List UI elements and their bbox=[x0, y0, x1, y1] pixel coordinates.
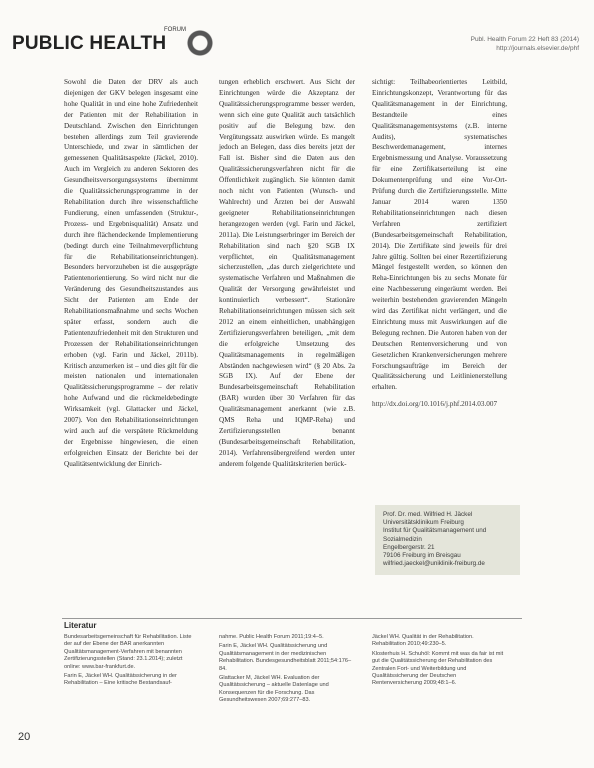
text-column-3 bbox=[372, 77, 507, 410]
literature-heading: Literatur bbox=[64, 621, 97, 630]
contact-department-2: Sozialmedizin bbox=[383, 535, 422, 543]
journal-logo bbox=[12, 27, 186, 55]
reference-item: Glattacker M, Jäckel WH. Evaluation der Qualitätssicherung – aktuelle Datenlage und Konsequenzen für die Forschung. Das Gesundheitswesen 2007;69:277–83. bbox=[219, 675, 329, 704]
references-column-2 bbox=[219, 634, 355, 707]
column-2-text: tungen erheblich erschwert. Aus Sicht der Einrichtungen würde die Akzeptanz der Qualitätssicherungsprogramme besser werden, wenn sich eine gute Qualität auch tatsächlich positiv auf die Belegung bzw. den Vergütungssatz auswirken würde. Es mangelt jedoch an Belegen, dass dies bereits jetzt der Fall ist. Bisher sind die Daten aus den Qualitätssicherungsverfahren nicht für die Öffentlichkeit zugänglich. Sie könnten damit noch nicht von Patienten (Wunsch- und Wahlrecht) und Ärzten bei der Auswahl geeigneter Rehabilitationseinrichtungen herangezogen werden (vgl. Farin und Jäckel, 2011a). Die Leistungserbringer im Bereich der Rehabilitation sind nach §20 SGB IX verpflichtet, ein Qualitätsmanagement sicherzustellen, „das durch zielgerichtete und systematische Verfahren und Maßnahmen die Qualität der Versorgung gewährleistet und kontinuierlich verbessert“. Stationäre Rehabilitationseinrichtungen müssen sich seit 2012 an einem einheitlichen, unabhängigen Zertifizierungsverfahren beteiligen, „mit dem die erfolgreiche Umsetzung des Qualitätsmanagements in regelmäßigen Abständen nachgewiesen wird“ (§ 20 Abs. 2a SGB IX). Auf der Ebene der Bundesarbeitsgemeinschaft Rehabilitation (BAR) wurden über 30 Verfahren für das Qualitätsmanagement anerkannt (wie z.B. QMS Reha und IQMP-Reha) und Zertifizierungsstellen benannt (Bundesarbeitsgemeinschaft Rehabilitation, 2014). Verfahrensübergreifend werden unter anderem folgende Qualitätskriterien berück- bbox=[219, 78, 355, 468]
doi-link[interactable]: http://dx.doi.org/10.1016/j.phf.2014.03.007 bbox=[372, 400, 498, 409]
reference-item: nahme. Public Health Forum 2011;19:4–5. bbox=[219, 634, 324, 640]
literature-divider bbox=[62, 618, 522, 619]
author-contact-box bbox=[375, 505, 520, 575]
reference-item: Jäckel WH. Qualität in der Rehabilitation. Rehabilitation 2010;49:230–5. bbox=[372, 634, 474, 648]
references-column-1 bbox=[64, 634, 198, 690]
contact-email[interactable]: wilfried.jaeckel@uniklinik-freiburg.de bbox=[383, 560, 485, 568]
journal-url[interactable]: http://journals.elsevier.de/phf bbox=[496, 45, 579, 52]
contact-street: Engelbergerstr. 21 bbox=[383, 543, 435, 551]
reference-item: Bundesarbeitsgemeinschaft für Rehabilitation. Liste der auf der Ebene der BAR anerkannten Qualitätsmanagement-Verfahren mit benannten Zertifizierungsstellen (Stand: 23.1.2014); zuletzt online: www.bar-frankfurt.de. bbox=[64, 634, 192, 670]
page-number: 20 bbox=[18, 731, 31, 743]
contact-department: Institut für Qualitätsmanagement und bbox=[383, 527, 487, 535]
contact-name: Prof. Dr. med. Wilfried H. Jäckel bbox=[383, 511, 473, 518]
logo-circle-icon bbox=[186, 29, 214, 57]
reference-item: Klosterhuis H. Schuhöl: Kommt mit was da fair ist mit gut die Qualitätssicherung der Rehabilitation des Zentralen Fort- und Weiterbildung und Qualitätssicherung der Deutschen Rentenversicherung 2009;48:1–6. bbox=[372, 650, 504, 687]
logo-text: PUBLIC HEALTH bbox=[12, 33, 167, 54]
text-column-2 bbox=[219, 77, 355, 470]
column-1-text: Sowohl die Daten der DRV als auch diejenigen der GKV belegen insgesamt eine hohe Qualität in und eine hohe Zufriedenheit der Patienten mit der Rehabilitation in Deutschland. Zwischen den Einrichtungen bestehen allerdings zum Teil gravierende Unterschiede, und zwar in sämtlichen der gemessenen Qualitätsaspekte (Jäckel, 2010). Auch im Vergleich zu anderen Sektoren des Gesundheitsversorgungssystems übernimmt die Qualitätssicherungsprogramme in der Rehabilitation durch ihre wissenschaftliche Fundierung, einen umfassenden (Struktur-, Prozess- und Ergebnisqualität) Ansatz und durch ihre flächendeckende Implementierung (bedingt durch eine Teilnahmeverpflichtung für die Rehabilitationseinrichtungen). Besonders hervorzuheben ist die ausgeprägte Patientenorientierung. So wird nicht nur die Veränderung des Gesundheitszustandes aus Sicht der Patienten am Ende der Rehabilitationsmaßnahme und sechs Wochen später erfasst, sondern auch die Patientenzufriedenheit mit den Strukturen und Prozessen der Rehabilitationseinrichtungen erhoben (vgl. Farin und Jäckel, 2011b). Kritisch anzumerken ist – und dies gilt für die meisten nationalen und internationalen Qualitätssicherungsprogramme – der relativ hohe Aufwand und die rückmeldebedingte Wirksamkeit (vgl. Glattacker und Jäckel, 2007). Von den Rehabilitationseinrichtungen wird auch auf die verspätete Rückmeldung der Ergebnisse hingewiesen, die einen erfolgreichen Einsatz der Berichte bei der Qualitätsentwicklung der Einrich- bbox=[64, 78, 198, 468]
contact-institution: Universitätsklinikum Freiburg bbox=[383, 519, 464, 527]
logo-forum-label: FORUM bbox=[164, 27, 186, 33]
column-3-text: sichtigt: Teilhabeorientiertes Leitbild, Einrichtungskonzept, Verantwortung für das Qualitätsmanagement in der Einrichtung, Bestandteile eines Qualitätsmanagementsystems (z.B. interne Audits), systematisches Beschwerdemanagement, internes Ergebnismessung und Analyse. Voraussetzung für eine Zertifikatserteilung ist eine Dokumentenprüfung und eine Vor-Ort-Prüfung durch die Zertifizierungsstelle. Mitte Januar 2014 waren 1350 Rehabilitationseinrichtungen nach diesen Verfahren zertifiziert (Bundesarbeitsgemeinschaft Rehabilitation, 2014). Die Zertifikate sind jeweils für drei Jahre gültig. Sollten bei einer Rezertifizierung Mängel festgestellt werden, so können den Reha-Einrichtungen bis zu sechs Monate für eine Nachbesserung eingeräumt werden. Bei weiterhin bestehenden gravierenden Mängeln wird das Zertifikat nicht verlängert, und die Einrichtung muss mit Auswirkungen auf die Belegung rechnen. Die Autoren haben von der Deutschen Rentenversicherung und von Gesetzlichen Krankenversicherungen mehrere Forschungsaufträge im Bereich der Qualitätssicherung und Leitlinienerstellung erhalten. bbox=[372, 78, 507, 392]
journal-meta bbox=[429, 35, 579, 53]
journal-citation: Publ. Health Forum 22 Heft 83 (2014) bbox=[470, 36, 579, 43]
text-column-1 bbox=[64, 77, 198, 470]
contact-city: 79106 Freiburg im Breisgau bbox=[383, 552, 461, 560]
reference-item: Farin E, Jäckel WH. Qualitätssicherung in der Rehabilitation – Eine kritische Bestandsauf- bbox=[64, 673, 177, 687]
references-column-3 bbox=[372, 634, 507, 690]
reference-item: Farin E, Jäckel WH. Qualitätssicherung und Qualitätsmanagement in der medizinischen Rehabilitation. Bundesgesundheitsblatt 2011;54:176–84. bbox=[219, 643, 352, 672]
